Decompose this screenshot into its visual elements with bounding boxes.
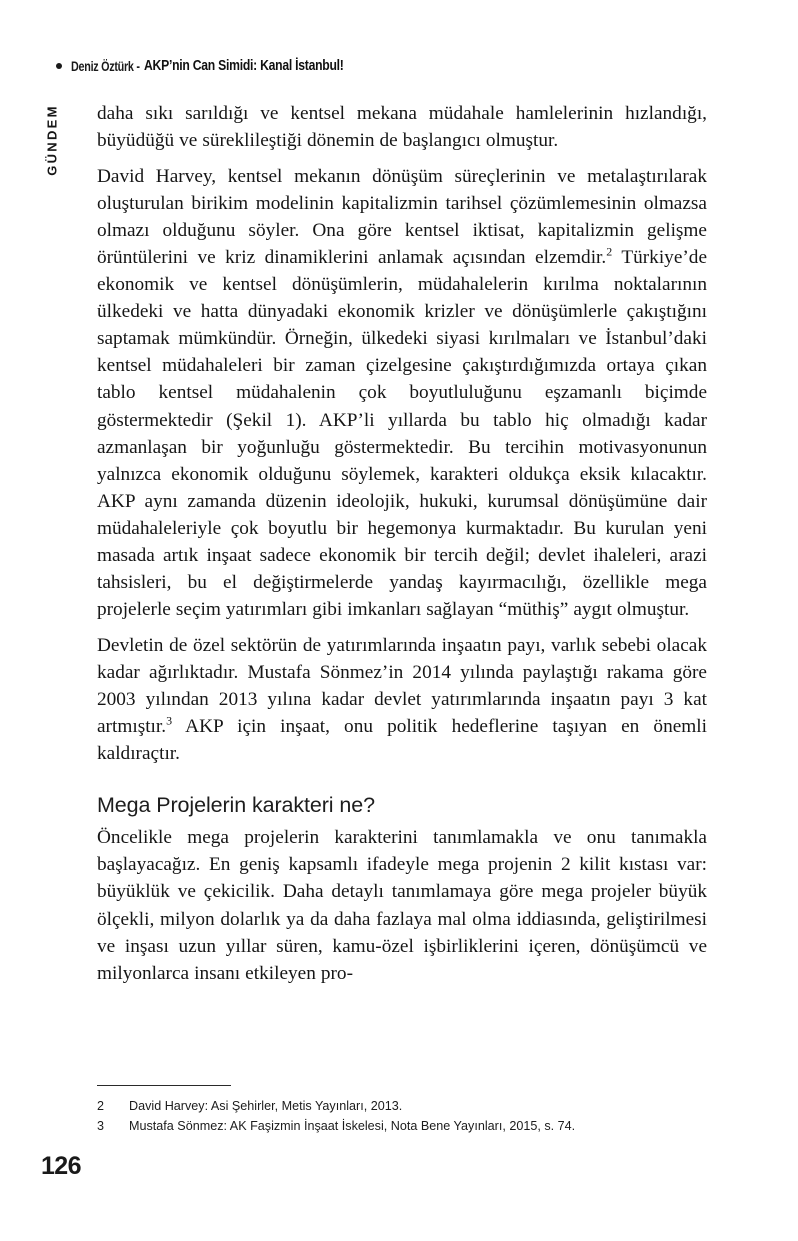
paragraph-2-text-after-footnote: Türkiye’de ekonomik ve kentsel dönüşümlerin, müdahalelerin kırılma noktalarının ülkedeki ve hatta dünyadaki ekonomik krizler ve dönüşümlerle çakıştığını saptamak mümkündür. Örneğin, ülkedeki siyasi kırılmaları ve İstanbul’daki kentsel müdahaleleri bir zaman çizelgesine çakıştırdığımızda ortaya çıkan tablo kentsel müdahalenin çok boyutluluğunu eşzamanlı biçimde göstermektedir (Şekil 1). AKP’li yıllarda bu tablo hiç olmadığı kadar azmanlaşan bir yoğunluğu göstermektedir. Bu tercihin motivasyonunun yalnızca ekonomik olduğunu söylemek, karakteri oldukça eksik kılacaktır. AKP aynı zamanda düzenin ideolojik, hukuki, kurumsal dönüşümüne dair müdahaleleriyle çok boyutlu bir hegemonya kurmaktadır. Bu kurulan yeni masada artık inşaat sadece ekonomik bir tercih değil; devlet ihaleleri, arazi tahsisleri, bu el değiştirmelerde yandaş kayırmacılığı, özellikle mega projelerle seçim yatırımları gibi imkanları sağlayan “müthiş” aygıt olmuştur.	[97, 246, 707, 621]
bullet-icon	[56, 63, 62, 69]
page-number: 126	[41, 1152, 81, 1180]
paragraph-3-text-after-footnote: AKP için inşaat, onu politik hedeflerine taşıyan en önemli kaldıraçtır.	[97, 716, 707, 765]
paragraph-4-text: Öncelikle mega projelerin karakterini tanımlamakla ve onu tanımakla başlayacağız. En geniş kapsamlı ifadeyle mega projenin 2 kilit kıstası var: büyüklük ve çekicilik. Daha detaylı tanımlamaya göre mega projeler büyük ölçekli, milyon dolarlık ya da daha fazlaya mal olma iddiasında, geliştirilmesi ve inşası uzun yıllar süren, kamu-özel işbirliklerini içeren, dönüşümcü ve milyonlarca insanı etkileyen pro-	[97, 827, 707, 984]
paragraph-2-text-before-footnote: David Harvey, kentsel mekanın dönüşüm süreçlerinin ve metalaştırılarak oluşturulan birikim modelinin kapitalizmin tarihsel çözümlemesinin olmazsa olmazı olduğunu söyler. Ona göre kentsel iktisat, kapitalizmin gelişme örüntülerini ve kriz dinamiklerini anlamak açısından elzemdir.	[97, 165, 707, 268]
footnote-item	[97, 1096, 707, 1116]
footnote-marker-3[interactable]: 3	[166, 713, 173, 728]
header-author: Deniz Öztürk -	[71, 58, 140, 74]
footnote-number: 3	[97, 1119, 105, 1133]
footnote-number: 2	[97, 1099, 105, 1113]
header-article-title: AKP’nin Can Simidi: Kanal İstanbul!	[143, 58, 344, 74]
body-text-column	[97, 100, 707, 987]
section-tab	[41, 88, 63, 192]
footnote-separator-rule	[97, 1085, 231, 1086]
paragraph-1	[97, 100, 707, 154]
section-heading: Mega Projelerin karakteri ne?	[97, 793, 375, 818]
paragraph-3	[97, 632, 707, 767]
paragraph-2	[97, 163, 707, 624]
footnote-text: Mustafa Sönmez: AK Faşizmin İnşaat İskelesi, Nota Bene Yayınları, 2015, s. 74.	[129, 1119, 576, 1133]
footnote-marker-2[interactable]: 2	[606, 244, 613, 259]
paragraph-4	[97, 824, 707, 987]
paragraph-1-text: daha sıkı sarıldığı ve kentsel mekana müdahale hamlelerinin hızlandığı, büyüdüğü ve süreklileştiği dönemin de başlangıcı olmuştur.	[97, 103, 707, 152]
footnote-text: David Harvey: Asi Şehirler, Metis Yayınları, 2013.	[129, 1099, 403, 1113]
footnote-item	[97, 1116, 707, 1136]
running-header	[56, 58, 382, 74]
footnotes-block	[97, 1085, 707, 1136]
section-tab-label: GÜNDEM	[44, 104, 60, 176]
paragraph-3-text-before-footnote: Devletin de özel sektörün de yatırımlarında inşaatın payı, varlık sebebi olacak kadar ağırlıktadır. Mustafa Sönmez’in 2014 yılında paylaştığı rakama göre 2003 yılından 2013 yılına kadar devlet yatırımlarında inşaatın payı 3 kat artmıştır.	[97, 634, 707, 738]
